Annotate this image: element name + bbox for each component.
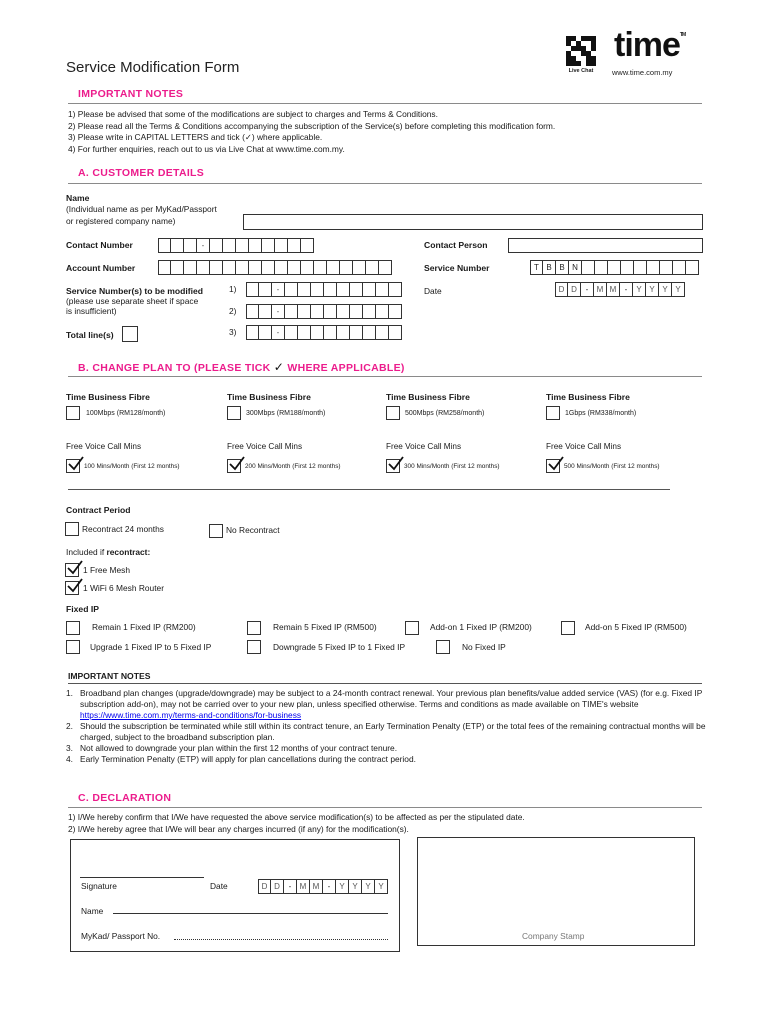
note-line: 4) For further enquiries, reach out to us via Live Chat at www.time.com.my.: [68, 143, 345, 154]
plan-desc: 500Mbps (RM258/month): [405, 410, 485, 417]
service-number-label: Service Number: [424, 263, 490, 273]
plan-title: Time Business Fibre: [546, 392, 630, 402]
free-mesh-checkbox[interactable]: [65, 563, 79, 577]
check-icon: [67, 578, 83, 594]
mins-desc: 500 Mins/Month (First 12 months): [564, 463, 660, 470]
change-plan-heading-text: B. CHANGE PLAN TO (PLEASE TICK: [78, 362, 271, 374]
note-item: 4. Early Termination Penalty (ETP) will apply for plan cancellations during the contract period.: [66, 754, 416, 764]
free-voice-label: Free Voice Call Mins: [227, 442, 303, 451]
check-icon: [548, 456, 564, 472]
row-num: 1): [229, 284, 237, 294]
note-item: 1. Broadband plan changes (upgrade/downgrade) may be subject to a 24-month contract renewal. Your previous plan benefits/value added service (VAS) (for e.g. Fixed IP subscription add-on), may not be carried over to your new plan, unless specified otherwise. Terms and conditions as made available on TIME's website https://www.time.com.my/terms-and-conditions/for-business: [66, 688, 703, 720]
mins-100-checkbox[interactable]: [66, 459, 80, 473]
service-number-row-3[interactable]: -: [246, 325, 402, 340]
declaration-line: 1) I/We hereby confirm that I/We have requested the above service modification(s) to be affected as per the stipulated date.: [68, 812, 525, 822]
terms-link[interactable]: https://www.time.com.my/terms-and-conditions/for-business: [80, 710, 302, 720]
no-fixed-ip-checkbox[interactable]: [436, 640, 450, 654]
tick-icon: ✓: [273, 360, 285, 374]
mykad-line[interactable]: [174, 939, 388, 940]
contract-period-label: Contract Period: [66, 505, 131, 515]
date-label: Date: [210, 881, 228, 891]
note-line: 1) Please be advised that some of the modifications are subject to charges and Terms & Conditions.: [68, 109, 438, 119]
declaration-date-input[interactable]: D D - M M - Y Y Y Y: [258, 879, 388, 894]
note-line: 3) Please write in CAPITAL LETTERS and tick (✓) where applicable.: [68, 132, 323, 142]
important-notes-heading: IMPORTANT NOTES: [78, 88, 184, 100]
contact-person-input[interactable]: [508, 238, 703, 253]
ip-option-label: Downgrade 5 Fixed IP to 1 Fixed IP: [273, 642, 406, 652]
addon-1-ip-checkbox[interactable]: [405, 621, 419, 635]
plan-desc: 100Mbps (RM128/month): [86, 410, 166, 417]
divider: [68, 683, 702, 684]
page-title: Service Modification Form: [66, 59, 240, 76]
no-recontract-label: No Recontract: [226, 525, 280, 535]
recontract-checkbox[interactable]: [65, 522, 79, 536]
ip-option-label: Add-on 5 Fixed IP (RM500): [585, 622, 687, 632]
ip-option-label: Add-on 1 Fixed IP (RM200): [430, 622, 532, 632]
customer-details-heading: A. CUSTOMER DETAILS: [78, 167, 205, 179]
ip-option-label: No Fixed IP: [462, 642, 506, 652]
check-icon: [388, 456, 404, 472]
included-label: Included if recontract:: [66, 547, 151, 557]
plan-title: Time Business Fibre: [66, 392, 150, 402]
plan-100mbps-checkbox[interactable]: [66, 406, 80, 420]
date-label: Date: [424, 286, 442, 296]
no-recontract-checkbox[interactable]: [209, 524, 223, 538]
plan-title: Time Business Fibre: [227, 392, 311, 402]
total-lines-input[interactable]: [122, 326, 138, 342]
downgrade-ip-checkbox[interactable]: [247, 640, 261, 654]
remain-5-ip-checkbox[interactable]: [247, 621, 261, 635]
free-voice-label: Free Voice Call Mins: [66, 442, 142, 451]
company-stamp-label: Company Stamp: [522, 931, 585, 941]
mins-desc: 200 Mins/Month (First 12 months): [245, 463, 341, 470]
important-notes-list: [68, 109, 708, 155]
account-number-input[interactable]: [158, 260, 392, 275]
note-line: 2) Please read all the Terms & Conditions accompanying the subscription of the Service(s) before completing this modification form.: [68, 120, 556, 131]
upgrade-ip-checkbox[interactable]: [66, 640, 80, 654]
declaration-heading: C. DECLARATION: [78, 792, 172, 804]
important-notes-2-list: [66, 688, 706, 765]
name-hint-line: (Individual name as per MyKad/Passport: [66, 204, 217, 214]
website-label: www.time.com.my: [612, 68, 673, 77]
free-voice-label: Free Voice Call Mins: [546, 442, 622, 451]
fixed-ip-label: Fixed IP: [66, 604, 99, 614]
mins-200-checkbox[interactable]: [227, 459, 241, 473]
mins-desc: 300 Mins/Month (First 12 months): [404, 463, 500, 470]
ip-option-label: Upgrade 1 Fixed IP to 5 Fixed IP: [90, 642, 212, 652]
free-voice-label: Free Voice Call Mins: [386, 442, 462, 451]
mesh-router-checkbox[interactable]: [65, 581, 79, 595]
ip-option-label: Remain 5 Fixed IP (RM500): [273, 622, 377, 632]
divider: [68, 183, 702, 184]
service-number-input[interactable]: T B B N: [530, 260, 699, 275]
plan-title: Time Business Fibre: [386, 392, 470, 402]
plan-desc: 1Gbps (RM338/month): [565, 410, 637, 417]
contact-number-input[interactable]: -: [158, 238, 314, 253]
addon-5-ip-checkbox[interactable]: [561, 621, 575, 635]
mykad-label: MyKad/ Passport No.: [81, 931, 161, 941]
service-numbers-hint: [66, 296, 198, 316]
mins-500-checkbox[interactable]: [546, 459, 560, 473]
check-icon: [229, 456, 245, 472]
check-icon: [68, 456, 84, 472]
recontract-label: Recontract 24 months: [82, 524, 164, 534]
qr-code-icon[interactable]: [566, 36, 596, 66]
mins-300-checkbox[interactable]: [386, 459, 400, 473]
contact-number-label: Contact Number: [66, 240, 133, 250]
divider: [68, 376, 702, 377]
plan-1gbps-checkbox[interactable]: [546, 406, 560, 420]
company-stamp-box[interactable]: [417, 837, 695, 946]
divider: [68, 489, 670, 490]
live-chat-label: Live Chat: [568, 68, 594, 74]
check-icon: [67, 560, 83, 576]
note-item: 3. Not allowed to downgrade your plan within the first 12 months of your contract tenure.: [66, 743, 398, 753]
signature-line[interactable]: [80, 877, 204, 878]
name-line[interactable]: [113, 913, 388, 914]
declaration-line: 2) I/We hereby agree that I/We will bear any charges incurred (if any) for the modification(s).: [68, 823, 409, 834]
mins-desc: 100 Mins/Month (First 12 months): [84, 463, 180, 470]
plan-500mbps-checkbox[interactable]: [386, 406, 400, 420]
service-number-row-1[interactable]: -: [246, 282, 402, 297]
change-plan-heading-tail: WHERE APPLICABLE): [287, 362, 405, 374]
name-label: Name: [66, 193, 90, 203]
service-number-row-2[interactable]: -: [246, 304, 402, 319]
plan-desc: 300Mbps (RM188/month): [246, 410, 326, 417]
account-number-label: Account Number: [66, 263, 136, 273]
remain-1-ip-checkbox[interactable]: [66, 621, 80, 635]
note-item: 2. Should the subscription be terminated while still within its contract tenure, an Early Termination Penalty (ETP) or the total fees of the remaining contractual months will be charged, subject to the broadband subscription plan.: [66, 721, 706, 742]
name-input[interactable]: [243, 214, 703, 230]
row-num: 3): [229, 327, 237, 337]
brand-logo: time™: [614, 26, 686, 64]
important-notes-2-heading: IMPORTANT NOTES: [68, 671, 151, 681]
mesh-router-label: 1 WiFi 6 Mesh Router: [83, 583, 164, 593]
ip-option-label: Remain 1 Fixed IP (RM200): [92, 622, 196, 632]
name-label: Name: [81, 906, 104, 916]
total-lines-label: Total line(s): [66, 330, 114, 340]
row-num: 2): [229, 306, 237, 316]
change-plan-heading: [78, 360, 405, 374]
name-hint-line: or registered company name): [66, 215, 176, 226]
hint-line: is insufficient): [66, 306, 117, 316]
service-numbers-label: Service Number(s) to be modified: [66, 286, 204, 296]
plan-300mbps-checkbox[interactable]: [227, 406, 241, 420]
declaration-list: [68, 812, 708, 835]
contact-person-label: Contact Person: [424, 240, 488, 250]
divider: [68, 103, 702, 104]
divider: [68, 807, 702, 808]
free-mesh-label: 1 Free Mesh: [83, 565, 131, 575]
name-hint: [66, 204, 217, 227]
date-input[interactable]: D D - M M - Y Y Y Y: [555, 282, 685, 297]
hint-line: (please use separate sheet if space: [66, 296, 199, 306]
signature-label: Signature: [81, 881, 117, 891]
